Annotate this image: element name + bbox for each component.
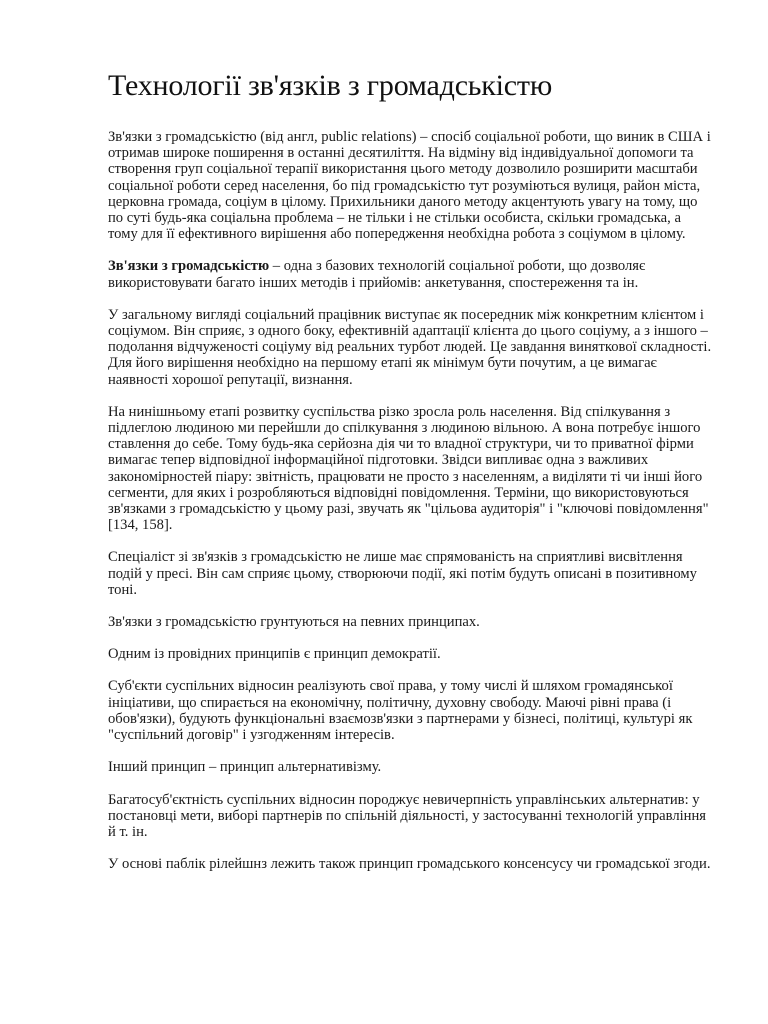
paragraph-9: Інший принцип – принцип альтернативізму.	[108, 759, 382, 776]
document-title: Технології зв'язків з громадськістю	[108, 69, 553, 102]
paragraph-2-bold-term: Зв'язки з громадськістю	[108, 258, 270, 275]
paragraph-8: Суб'єкти суспільних відносин реалізують свої права, у тому числі й шляхом громадянської ініціативи, що спирається на економічну, політичну, духовну свободу. Маючі рівні права (і обов'язки), будують функціональні взаємозв'язки з партнерами у бізнесі, політиці, культурі як "суспільний договір" і узгодженням інтересів.	[108, 678, 693, 744]
paragraph-2	[108, 258, 714, 290]
paragraph-3: У загальному вигляді соціальний працівник виступає як посередник між конкретним клієнтом і соціумом. Він сприяє, з одного боку, ефективній адаптації клієнта до цього соціуму, а з іншого – подолання відчуженості соціуму від реальних турбот людей. Це завдання виняткової складності. Для його вирішення необхідно на першому етапі як мінімум бути почутим, а це вимагає наявності хорошої репутації, визнання.	[108, 306, 712, 388]
paragraph-6: Зв'язки з громадськістю грунтуються на певних принципах.	[108, 614, 480, 631]
paragraph-5: Спеціаліст зі зв'язків з громадськістю не лише має спрямованість на сприятливі висвітлення подій у пресі. Він сам сприяє цьому, створюючи події, які потім будуть описані в позитивному тоні.	[108, 549, 697, 598]
paragraph-1: Зв'язки з громадськістю (від англ, public relations) – спосіб соціальної роботи, що виник в США і отримав широке поширення в останні десятиліття. На відміну від індивідуальної допомоги та створення груп соціальної терапії використання цього методу дозволило розширити масштаби соціальної роботи серед населення, бо під громадськістю тут розуміються вулиця, район міста, церковна громада, соціум в цілому. Прихильники даного методу акцентують увагу на тому, що по суті будь-яка соціальна проблема – не тільки і не стільки особиста, скільки громадська, а тому для її ефективного вирішення або попередження необхідна робота з соціумом в цілому.	[108, 129, 711, 243]
document-page	[108, 68, 714, 888]
paragraph-2-text: – одна з базових технологій соціальної роботи, що дозволяє використовувати багато інших методів і прийомів: анкетування, спостереження та ін.	[108, 258, 646, 291]
paragraph-4: На нинішньому етапі розвитку суспільства різко зросла роль населення. Від спілкування з підлеглою людиною ми перейшли до спілкування з людиною вільною. А вона потребує іншого ставлення до себе. Тому будь-яка серйозна дія чи то владної структури, чи то приватної фірми вимагає тепер відповідної інформаційної підготовки. Звідси випливає одна з важливих закономірностей піару: звітність, працювати не просто з населенням, а виділяти ті чи інші його сегменти, для яких і розробляються відповідні повідомлення. Терміни, що використовуються зв'язками з громадськістю у цьому разі, звучать як "цільова аудиторія" і "ключові повідомлення" [134, 158].	[108, 403, 709, 534]
paragraph-11: У основі паблік рілейшнз лежить також принцип громадського консенсусу чи громадської згоди.	[108, 856, 711, 873]
paragraph-10: Багатосуб'єктність суспільних відносин породжує невичерпність управлінських альтернатив: у постановці мети, виборі партнерів по спільній діяльності, у застосуванні технологій управління й т. ін.	[108, 791, 707, 840]
paragraph-7: Одним із провідних принципів є принцип демократії.	[108, 646, 441, 663]
